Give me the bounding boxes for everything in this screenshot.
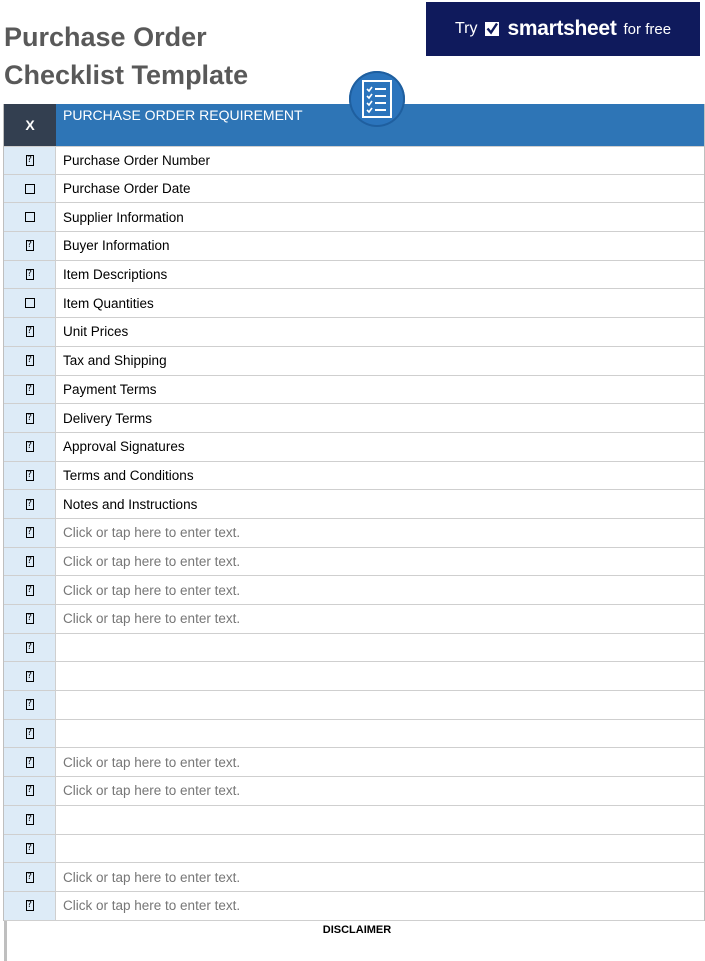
checkbox-icon (25, 212, 35, 222)
checklist-table (3, 104, 705, 921)
banner-free: for free (623, 20, 672, 38)
missing-glyph-icon: ? (26, 469, 33, 480)
requirement-text: Purchase Order Date (63, 181, 191, 197)
checkbox-cell[interactable] (4, 289, 56, 317)
requirement-text: Notes and Instructions (63, 496, 198, 512)
table-body (4, 146, 704, 921)
table-row (4, 203, 704, 232)
checkbox-cell[interactable] (4, 490, 56, 518)
title-line-2: Checklist Template (4, 60, 249, 90)
table-row (4, 777, 704, 806)
requirement-text[interactable] (56, 720, 704, 748)
requirement-text[interactable] (56, 691, 704, 719)
smartsheet-check-icon (484, 20, 500, 38)
requirement-text: Unit Prices (63, 324, 129, 340)
missing-glyph-icon: ? (26, 613, 33, 624)
checkbox-cell[interactable] (4, 605, 56, 633)
table-row (4, 863, 704, 892)
missing-glyph-icon: ? (26, 699, 33, 710)
checkbox-cell[interactable] (4, 347, 56, 375)
disclaimer-label: DISCLAIMER (322, 924, 392, 936)
table-row (4, 232, 704, 261)
table-row (4, 835, 704, 864)
checkbox-cell[interactable] (4, 318, 56, 346)
missing-glyph-icon: ? (26, 785, 33, 796)
checkbox-cell[interactable] (4, 662, 56, 690)
checkbox-cell[interactable] (4, 519, 56, 547)
checkbox-cell[interactable] (4, 261, 56, 289)
checkbox-cell[interactable] (4, 720, 56, 748)
table-row (4, 404, 704, 433)
missing-glyph-icon: ? (26, 154, 33, 165)
missing-glyph-icon: ? (26, 842, 33, 853)
checkbox-cell[interactable] (4, 147, 56, 174)
table-row (4, 261, 704, 290)
checkbox-cell[interactable] (4, 548, 56, 576)
table-row (4, 548, 704, 577)
checkbox-cell[interactable] (4, 835, 56, 863)
text-entry-field[interactable]: Click or tap here to enter text. (63, 869, 241, 885)
disclaimer-section (4, 921, 705, 961)
table-row (4, 662, 704, 691)
checkbox-cell[interactable] (4, 576, 56, 604)
table-row (4, 576, 704, 605)
missing-glyph-icon: ? (26, 900, 33, 911)
text-entry-field[interactable]: Click or tap here to enter text. (63, 783, 241, 799)
table-row (4, 318, 704, 347)
banner-brand: smartsheet (507, 17, 617, 40)
checkbox-cell[interactable] (4, 433, 56, 461)
missing-glyph-icon: ? (26, 871, 33, 882)
header-requirement-column: PURCHASE ORDER REQUIREMENT (56, 104, 704, 146)
checkbox-cell[interactable] (4, 376, 56, 404)
requirement-text: Purchase Order Number (63, 152, 211, 168)
table-row (4, 289, 704, 318)
header-check-column: X (4, 104, 56, 146)
requirement-text: Buyer Information (63, 238, 170, 254)
text-entry-field[interactable]: Click or tap here to enter text. (63, 898, 241, 914)
try-smartsheet-banner[interactable] (426, 2, 700, 56)
missing-glyph-icon: ? (26, 240, 33, 251)
missing-glyph-icon: ? (26, 756, 33, 767)
page-title (4, 18, 248, 94)
checkbox-icon (25, 184, 35, 194)
missing-glyph-icon: ? (26, 670, 33, 681)
table-row (4, 720, 704, 749)
missing-glyph-icon: ? (26, 584, 33, 595)
checkbox-cell[interactable] (4, 863, 56, 891)
table-row (4, 892, 704, 921)
missing-glyph-icon: ? (26, 728, 33, 739)
requirement-text: Item Quantities (63, 295, 154, 311)
requirement-text: Terms and Conditions (63, 467, 194, 483)
text-entry-field[interactable]: Click or tap here to enter text. (63, 582, 241, 598)
checkbox-cell[interactable] (4, 748, 56, 776)
missing-glyph-icon: ? (26, 441, 33, 452)
checkbox-cell[interactable] (4, 175, 56, 203)
missing-glyph-icon: ? (26, 269, 33, 280)
table-row (4, 376, 704, 405)
table-row (4, 605, 704, 634)
checkbox-cell[interactable] (4, 203, 56, 231)
banner-try: Try (454, 20, 478, 37)
checkbox-cell[interactable] (4, 892, 56, 920)
requirement-text[interactable] (56, 835, 704, 863)
missing-glyph-icon: ? (26, 527, 33, 538)
table-row (4, 806, 704, 835)
table-row (4, 519, 704, 548)
missing-glyph-icon: ? (26, 412, 33, 423)
table-row (4, 175, 704, 204)
checkbox-cell[interactable] (4, 404, 56, 432)
requirement-text: Tax and Shipping (63, 353, 167, 369)
requirement-text[interactable] (56, 662, 704, 690)
table-row (4, 462, 704, 491)
missing-glyph-icon: ? (26, 555, 33, 566)
table-row (4, 748, 704, 777)
missing-glyph-icon: ? (26, 814, 33, 825)
checkbox-icon (25, 298, 35, 308)
requirement-text[interactable] (56, 634, 704, 662)
checkbox-cell[interactable] (4, 691, 56, 719)
text-entry-field[interactable]: Click or tap here to enter text. (63, 525, 241, 541)
missing-glyph-icon: ? (26, 326, 33, 337)
missing-glyph-icon: ? (26, 642, 33, 653)
table-row (4, 347, 704, 376)
text-entry-field[interactable]: Click or tap here to enter text. (63, 754, 241, 770)
table-row (4, 146, 704, 175)
checkbox-cell[interactable] (4, 462, 56, 490)
text-entry-field[interactable]: Click or tap here to enter text. (63, 611, 241, 627)
checkbox-cell[interactable] (4, 806, 56, 834)
requirement-text: Delivery Terms (63, 410, 153, 426)
requirement-text: Supplier Information (63, 209, 184, 225)
table-row (4, 433, 704, 462)
missing-glyph-icon: ? (26, 498, 33, 509)
missing-glyph-icon: ? (26, 355, 33, 366)
table-row (4, 691, 704, 720)
requirement-text: Approval Signatures (63, 439, 185, 455)
requirement-text: Payment Terms (63, 381, 157, 397)
checkbox-cell[interactable] (4, 777, 56, 805)
title-line-1: Purchase Order (4, 22, 207, 52)
text-entry-field[interactable]: Click or tap here to enter text. (63, 553, 241, 569)
requirement-text[interactable] (56, 806, 704, 834)
checkbox-cell[interactable] (4, 232, 56, 260)
checkbox-cell[interactable] (4, 634, 56, 662)
checklist-icon (349, 71, 405, 127)
missing-glyph-icon: ? (26, 383, 33, 394)
table-row (4, 490, 704, 519)
table-row (4, 634, 704, 663)
requirement-text: Item Descriptions (63, 267, 168, 283)
